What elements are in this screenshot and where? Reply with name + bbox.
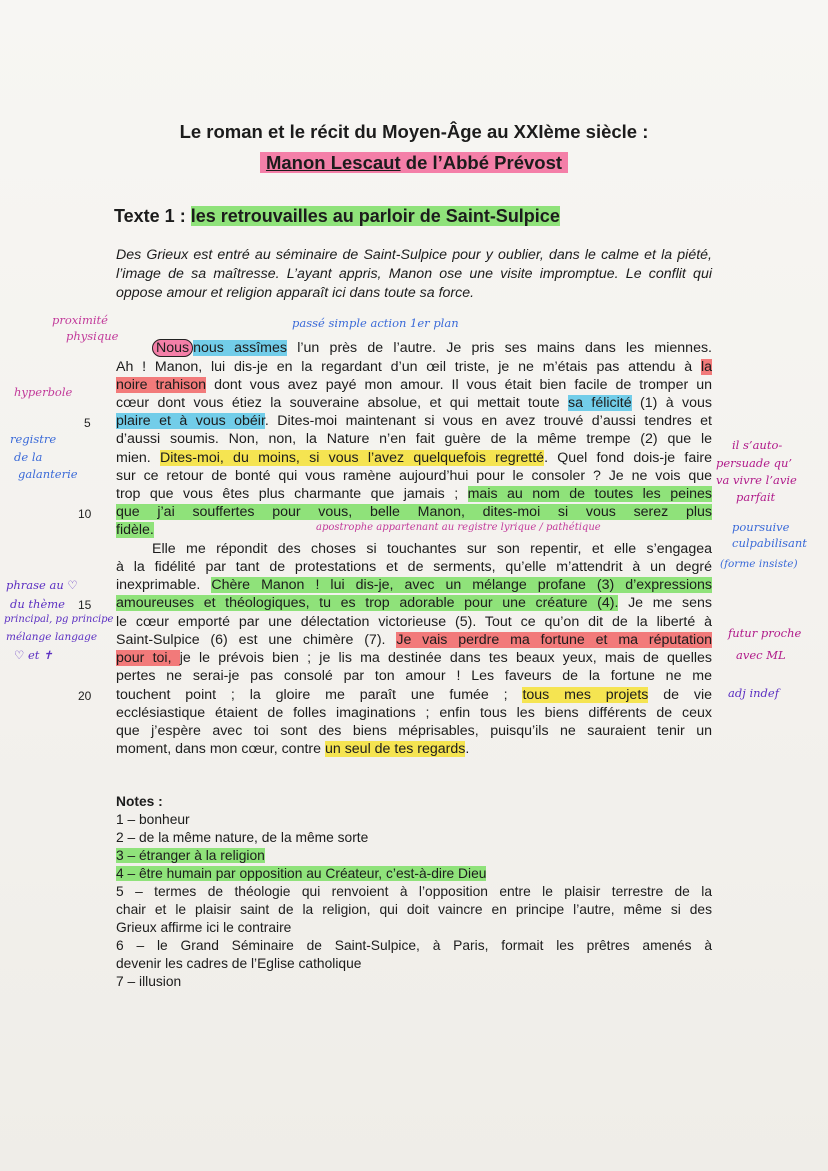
text-fragment: Nous [152, 339, 193, 357]
annotation-hyperbole: hyperbole [14, 385, 73, 399]
text-fragment: inexprimable. [116, 577, 212, 593]
text-fragment: pour toi, [116, 650, 180, 666]
annotation-apostrophe: apostrophe appartenant au registre lyrique / pathétique [316, 522, 601, 533]
text-line [116, 522, 154, 538]
text-line: que j’espère avec toi sont des biens méprisables, puisqu’ils ne sauraient tenir un [116, 723, 712, 739]
text-fragment: Dites-moi, du moins, si vous l’avez quelquefois regretté [159, 450, 545, 466]
text-fragment: . [465, 741, 470, 757]
text-fragment: nous assîmes [193, 340, 287, 356]
text-fragment: noire trahison [116, 377, 207, 393]
text-fragment: Saint-Sulpice (6) est une chimère (7). [116, 632, 397, 648]
note-item: 1 – bonheur [116, 812, 190, 827]
annotation-galanterie: galanterie [18, 467, 78, 481]
text-fragment: Je me sens [618, 595, 712, 611]
line-number: 15 [78, 598, 92, 612]
text-line: d’aussi soumis. Non, non, la Nature n’en fait guère de la même trempe (2) que le [116, 431, 712, 447]
note-item: 5 – termes de théologie qui renvoient à l’opposition entre le plaisir terrestre de la [116, 884, 712, 899]
annotation-melange: mélange langage [6, 631, 98, 643]
annotation-parfait: parfait [736, 490, 776, 504]
text-fragment: Ah ! Manon, lui dis-je en la regardant d’un œil triste, je ne m’étais pas attendu à [116, 359, 701, 375]
annotation-culpabilise: culpabilisant [732, 536, 807, 550]
text-fragment: dites-moi si vous serez plus [464, 504, 712, 520]
text-fragment: (1) à vous [631, 395, 713, 411]
text-fragment: moment, dans mon cœur, contre [116, 741, 325, 757]
text-line [116, 395, 712, 411]
text-line [152, 340, 712, 356]
note-item: 7 – illusion [116, 974, 182, 989]
text-line: pertes ne serai-je pas consolé par ton amour ! Les faveurs de la fortune ne me [116, 668, 712, 684]
annotation-pousuive: poursuive [732, 520, 790, 534]
text-fragment: . Quel fond dois-je faire [544, 450, 712, 466]
text-fragment: plaire et à vous [116, 413, 235, 429]
note-item: 6 – le Grand Séminaire de Saint-Sulpice, à Paris, formait les prêtres amenés à [116, 938, 712, 953]
text-fragment: un seul de tes regards [324, 741, 466, 757]
note-highlight: 3 – étranger à la religion [116, 848, 265, 863]
intro-paragraph: Des Grieux est entré au séminaire de Saint-Sulpice pour y oublier, dans le calme et la piété, l’image de sa maîtresse. L’ayant appris, Manon ose une visite impromptue. Le conflit qui oppose amour et religion apparaît ici dans toute sa force. [116, 247, 712, 301]
text-fragment: de vie [648, 687, 712, 703]
annotation-futur-proche: futur proche [728, 626, 802, 640]
annotation-dieu: ♡ et ✝ [14, 648, 53, 662]
page-subtitle [0, 152, 828, 174]
heading-prefix: Texte 1 : [114, 206, 191, 226]
page-title: Le roman et le récit du Moyen-Âge au XXIème siècle : [179, 121, 649, 142]
notes-title: Notes : [116, 794, 163, 809]
text-line [116, 486, 712, 502]
note-item: 2 – de la même nature, de la même sorte [116, 830, 369, 845]
annotation-avec-ml: avec ML [736, 648, 786, 662]
text-fragment: Chère Manon ! lui dis-je, avec un mélange profane (3) d’expressions [211, 577, 712, 593]
text-fragment: amoureuses et théologiques, tu es trop adorable pour une créature (4). [116, 595, 619, 611]
text-fragment: obéir [234, 413, 265, 429]
annotation-physique: physique [66, 329, 119, 343]
note-item: devenir les cadres de l’Eglise catholique [116, 956, 362, 971]
text-fragment: tous mes projets [522, 687, 649, 703]
text-fragment: l’un près de l’autre. Je pris ses mains dans les miennes. [286, 340, 712, 356]
text-fragment: sa félicité [568, 395, 632, 411]
text-line [116, 595, 712, 611]
annotation-persuade: persuade qu’ [716, 456, 793, 470]
annotation-phrase-au: phrase au ♡ [6, 578, 78, 592]
text-line [116, 577, 712, 593]
text-line: ecclésiastique étaient de folles imaginations ; enfin tous les biens différents de ceux [116, 705, 712, 721]
note-item [116, 848, 265, 863]
text-line [116, 741, 469, 757]
text-fragment: fidèle. [116, 522, 154, 538]
text-line [116, 687, 712, 703]
note-item [116, 866, 486, 881]
text-fragment: dont vous avez payé mon amour. Il vous était bien facile de tromper un [206, 377, 712, 393]
text-heading [114, 206, 560, 227]
annotation-registre: registre [10, 432, 57, 446]
line-number: 5 [84, 416, 91, 430]
text-fragment: je le prévois bien ; je lis ma destinée dans tes beaux yeux, mais de quelles [179, 650, 712, 666]
text-fragment: touchent point ; la gloire me paraît une fumée ; [116, 687, 523, 703]
text-fragment: . Dites-moi maintenant si vous en avez trouvé d’aussi tendres et [264, 413, 712, 429]
text-line [116, 632, 712, 648]
note-highlight: 4 – être humain par opposition au Créateur, c’est-à-dire Dieu [116, 866, 487, 881]
text-fragment: mien. [116, 450, 160, 466]
annotation-adj-indef: adj indef [728, 686, 779, 700]
text-line: le cœur emporté par une délectation victorieuse (5). Tout ce qu’on dit de la liberté à [116, 614, 712, 630]
annotation-va-vivre: va vivre l’avie [716, 473, 797, 487]
text-fragment: Je vais perdre ma fortune et ma réputation [396, 632, 712, 648]
text-line [116, 377, 712, 393]
annotation-passe-simple: passé simple action 1er plan [292, 316, 459, 330]
annotation-du-theme: du thème [10, 597, 65, 611]
text-line: Elle me répondit des choses si touchantes sur son repentir, et elle s’engagea [152, 541, 712, 557]
text-line [116, 504, 712, 520]
heading-highlight: les retrouvailles au parloir de Saint-Sulpice [190, 206, 560, 226]
text-fragment: cœur dont vous étiez la souveraine absolue, et qui mettait toute [116, 395, 569, 411]
text-line [116, 650, 712, 666]
annotation-forme-insiste: (forme insiste) [720, 558, 798, 570]
text-line: sur ce retour de bonté qui vous ramène aujourd’hui pour le consoler ? Je ne vois que [116, 468, 712, 484]
line-number: 20 [78, 689, 92, 703]
text-fragment: belle Manon, [369, 504, 465, 520]
line-number: 10 [78, 507, 92, 521]
text-line [116, 450, 712, 466]
annotation-de-la: de la [14, 450, 43, 464]
text-line [116, 413, 712, 429]
text-fragment: mais au nom de toutes les peines [467, 486, 713, 502]
text-fragment: que j’ai souffertes pour vous, [116, 504, 370, 520]
annotation-il-s-auto: il s’auto- [732, 438, 783, 452]
annotation-proximite: proximité [52, 313, 108, 327]
note-item: chair et le plaisir saint de la religion, qui doit vaincre en principe l’autre, même si des [116, 902, 712, 917]
text-line: à la fidélité par tant de protestations et de serments, qu’elle m’attendrit à un degré [116, 559, 712, 575]
annotation-principal: principal, pg principe [4, 614, 114, 625]
text-fragment: trop que vous êtes plus charmante que jamais ; [116, 486, 468, 502]
work-title: Manon Lescaut [265, 152, 401, 173]
text-fragment: la [700, 359, 712, 375]
text-line [116, 359, 712, 375]
work-author: de l’Abbé Prévost [400, 152, 563, 173]
note-item: Grieux affirme ici le contraire [116, 920, 292, 935]
